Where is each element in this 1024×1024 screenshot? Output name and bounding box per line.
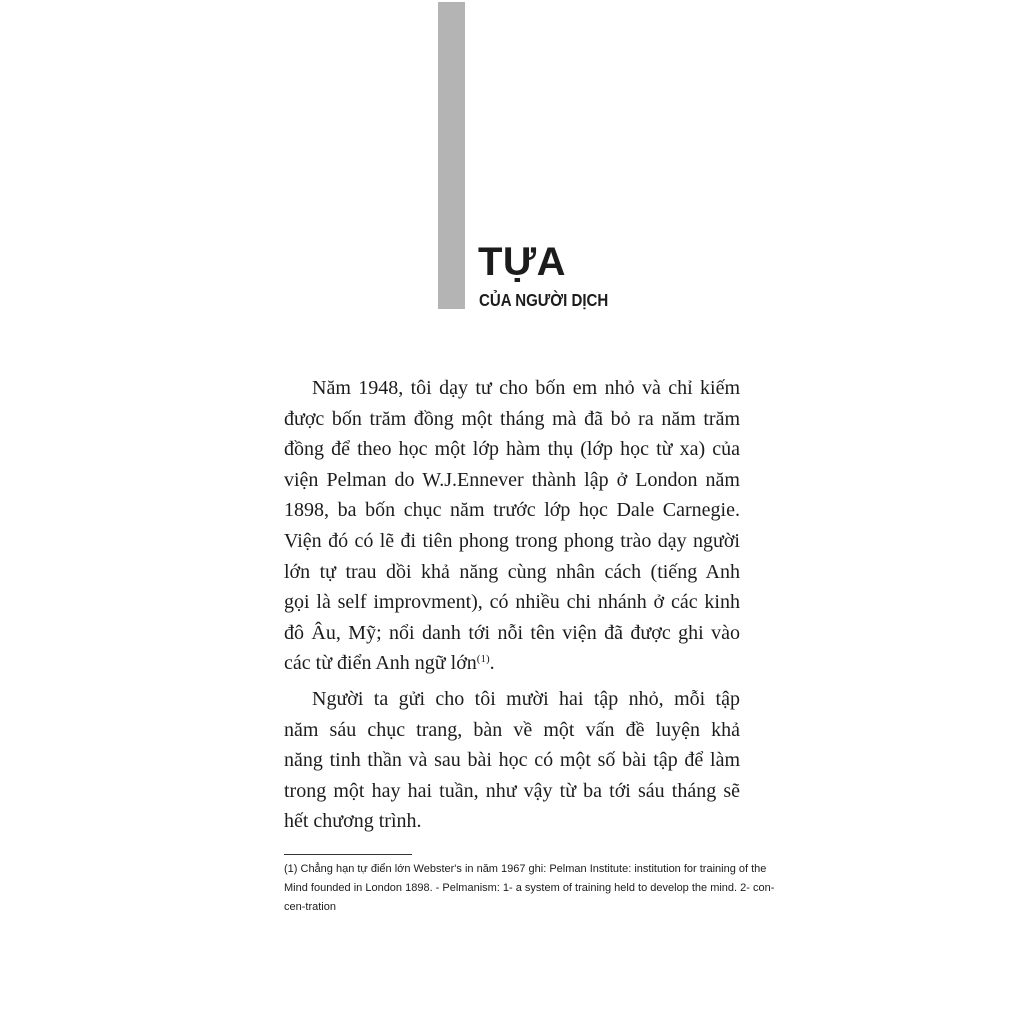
text-line-last (284, 648, 740, 679)
text-line: hết chương trình. (284, 810, 422, 833)
footnote-reference[interactable]: (1) (476, 653, 490, 666)
text-line: viện Pelman do W.J.Ennever thành lập ở London năm (284, 468, 740, 491)
paragraph-2 (284, 684, 740, 837)
footnote-divider (284, 854, 412, 855)
text-line: 1898, ba bốn chục năm trước lớp học Dale Carnegie. (284, 499, 740, 522)
text-line: đồng để theo học một lớp hàm thụ (lớp học từ xa) của (284, 438, 740, 461)
text-line: trong một hay hai tuần, như vậy từ ba tới sáu tháng sẽ (284, 779, 740, 802)
text-line: Viện đó có lẽ đi tiên phong trong phong trào dạy người (284, 529, 740, 552)
page-title: TỰA (478, 240, 567, 284)
text-line: đô Âu, Mỹ; nổi danh tới nỗi tên viện đã được ghi vào (284, 621, 740, 644)
footnote-line: (1) Chẳng hạn tự điển lớn Webster's in năm 1967 ghi: Pelman Institute: institution for training of the (284, 863, 767, 875)
sentence-end: . (489, 652, 495, 675)
text-line: Người ta gửi cho tôi mười hai tập nhỏ, mỗi tập (312, 687, 740, 710)
footnote-line: Mind founded in London 1898. - Pelmanism: 1- a system of training held to develop the mind. 2- con- (284, 882, 775, 894)
text-line: gọi là self improvment), có nhiều chi nhánh ở các kinh (284, 591, 740, 614)
page-subtitle: CỦA NGƯỜI DỊCH (479, 290, 609, 310)
text-line: Năm 1948, tôi dạy tư cho bốn em nhỏ và chỉ kiếm (312, 377, 740, 399)
text-line: năng tinh thần và sau bài học có một số bài tập để làm (284, 749, 740, 772)
text-line: năm sáu chục trang, bàn về một vấn đề luyện khả (284, 718, 740, 741)
footnote (284, 860, 775, 917)
body-text (284, 373, 740, 837)
footnote-line: cen-tration (284, 901, 336, 913)
text-line: lớn tự trau dồi khả năng cùng nhân cách (tiếng Anh (284, 560, 740, 583)
decorative-gray-bar (438, 2, 465, 309)
paragraph-1 (284, 373, 740, 679)
text-line-content: các từ điển Anh ngữ lớn (284, 652, 477, 675)
text-line: được bốn trăm đồng một tháng mà đã bỏ ra năm trăm (284, 407, 740, 430)
